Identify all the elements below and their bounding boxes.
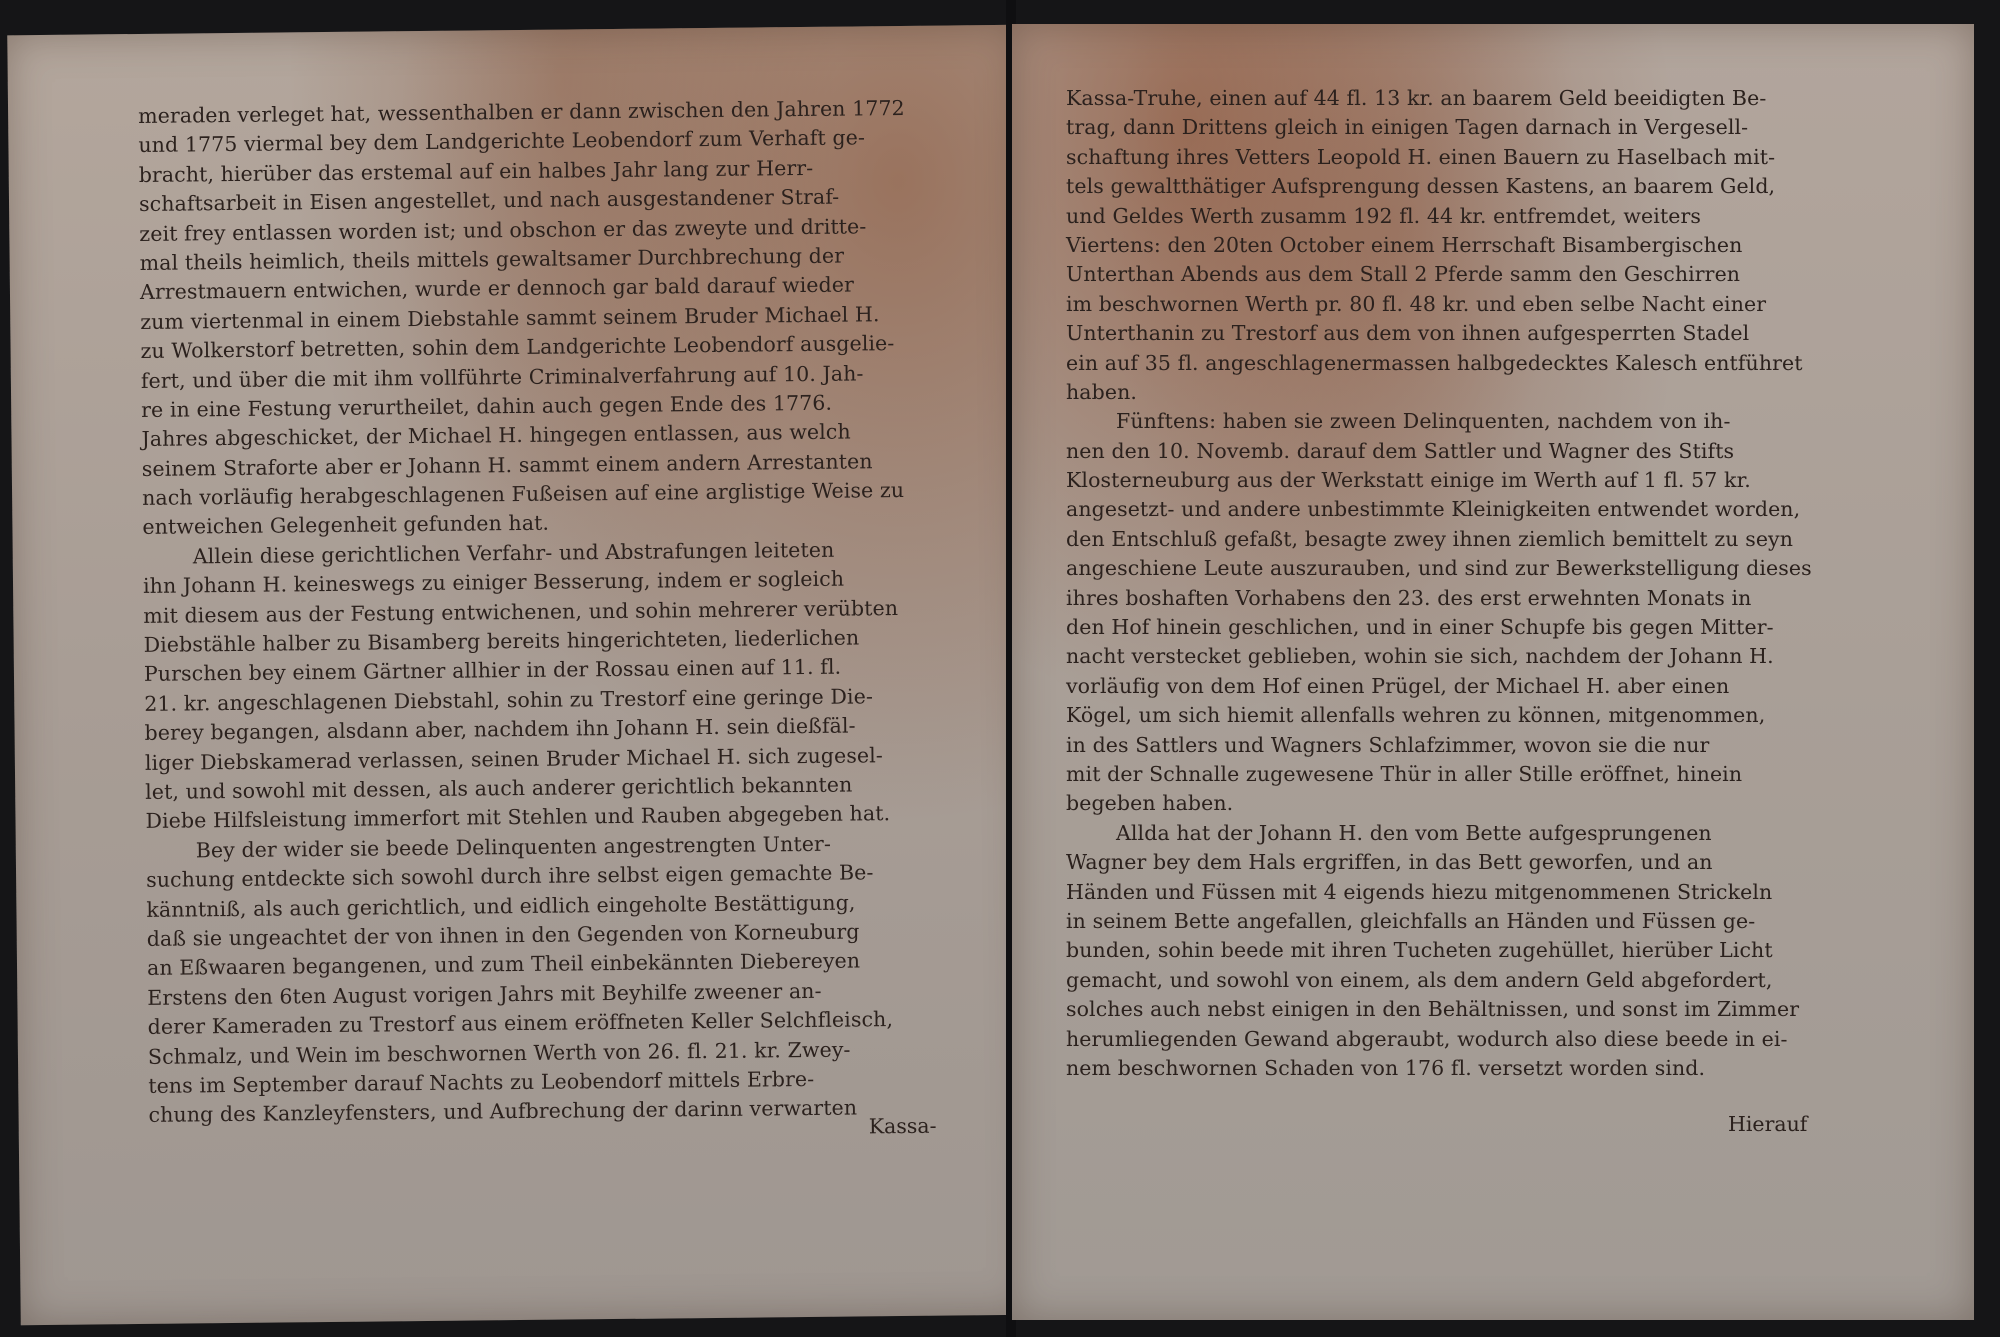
text-line: und 1775 viermal bey dem Landgerichte Leobendorf zum Verhaft ge- [138, 125, 866, 158]
text-line: mit der Schnalle zugewesene Thür in aller Stille eröffnet, hinein [1066, 761, 1743, 786]
left-catchword: Kassa- [868, 1113, 937, 1139]
text-line: seinem Straforte aber er Johann H. sammt einem andern Arrestanten [141, 448, 873, 481]
text-line: 21. kr. angeschlagenen Diebstahl, sohin zu Trestorf eine geringe Die- [144, 684, 874, 716]
text-line: haben. [1066, 379, 1137, 404]
right-page [1012, 24, 1974, 1320]
text-line: ein auf 35 fl. angeschlagenermassen halbgedecktes Kalesch entführet [1066, 350, 1803, 375]
text-line: herumliegenden Gewand abgeraubt, wodurch also diese beede in ei- [1066, 1026, 1788, 1051]
text-line: an Eßwaaren begangenen, und zum Theil einbekännten Diebereyen [146, 948, 861, 981]
text-line: Unterthan Abends aus dem Stall 2 Pferde samm den Geschirren [1066, 262, 1741, 287]
text-line: ihn Johann H. keineswegs zu einiger Besserung, indem er sogleich [142, 566, 845, 599]
text-line: schaftung ihres Vetters Leopold H. einen Bauern zu Haselbach mit- [1066, 144, 1776, 169]
text-line: solches auch nebst einigen in den Behältnissen, und sonst im Zimmer [1066, 997, 1800, 1022]
text-line: zum viertenmal in einem Diebstahle sammt seinem Bruder Michael H. [140, 301, 880, 334]
text-line: nacht verstecket geblieben, wohin sie sich, nachdem der Johann H. [1066, 644, 1774, 669]
text-line: meraden verleget hat, wessenthalben er dann zwischen den Jahren 1772 [137, 95, 905, 128]
text-line: zu Wolkerstorf betretten, sohin dem Landgerichte Leobendorf ausgelie- [140, 331, 895, 364]
text-line: nen den 10. Novemb. darauf dem Sattler und Wagner des Stifts [1066, 438, 1735, 463]
text-line: Unterthanin zu Trestorf aus dem von ihnen aufgesperrten Stadel [1066, 321, 1750, 346]
text-line: vorläufig von dem Hof einen Prügel, der Michael H. aber einen [1066, 673, 1730, 698]
text-line: Kassa-Truhe, einen auf 44 fl. 13 kr. an baarem Geld beeidigten Be- [1066, 86, 1767, 110]
text-line: derer Kameraden zu Trestorf aus einem eröffneten Keller Selchfleisch, [147, 1007, 894, 1040]
text-line: mit diesem aus der Festung entwichenen, und sohin mehrerer verübten [143, 595, 899, 628]
text-line: angeschiene Leute auszurauben, und sind zur Bewerkstelligung dieses [1066, 556, 1812, 581]
text-line: Diebe Hilfsleistung immerfort mit Stehlen und Rauben abgegeben hat. [145, 801, 891, 834]
text-line: Erstens den 6ten August vorigen Jahrs mit Beyhilfe zweener an- [147, 978, 822, 1010]
text-line: Händen und Füssen mit 4 eigends hiezu mitgenommenen Strickeln [1066, 879, 1773, 904]
text-line: trag, dann Drittens gleich in einigen Tagen darnach in Vergesell- [1066, 115, 1749, 140]
text-line: Kögel, um sich hiemit allenfalls wehren zu können, mitgenommen, [1066, 703, 1766, 728]
right-page-text [1066, 84, 1866, 1083]
text-line: Schmalz, und Wein im beschwornen Werth von 26. fl. 21. kr. Zwey- [147, 1037, 851, 1069]
text-line: Allda hat der Johann H. den vom Bette aufgesprungenen [1116, 820, 1712, 845]
left-page [7, 25, 1030, 1326]
text-line: angesetzt- und andere unbestimmte Kleinigkeiten entwendet worden, [1066, 497, 1801, 522]
text-line: ihres boshaften Vorhabens den 23. des erst erwehnten Monats in [1066, 585, 1752, 610]
text-line: bunden, sohin beede mit ihren Tucheten zugehüllet, hierüber Licht [1066, 938, 1773, 963]
text-line: den Hof hinein geschlichen, und in einer Schupfe bis gegen Mitter- [1066, 615, 1774, 640]
text-line: und Geldes Werth zusamm 192 fl. 44 kr. entfremdet, weiters [1066, 203, 1702, 228]
text-line: bracht, hierüber das erstemal auf ein halbes Jahr lang zur Herr- [138, 155, 814, 187]
right-catchword: Hierauf [1728, 1112, 1808, 1136]
left-page-text [138, 93, 979, 1130]
text-line: den Entschluß gefaßt, besagte zwey ihnen ziemlich bemittelt zu seyn [1066, 526, 1794, 551]
text-line: gemacht, und sowohl von einem, als dem andern Geld abgefordert, [1066, 967, 1773, 992]
text-line: Allein diese gerichtlichen Verfahr- und Abstrafungen leiteten [192, 537, 835, 569]
text-line: re in eine Festung verurtheilet, dahin auch gegen Ende des 1776. [141, 390, 833, 422]
text-line: suchung entdeckte sich sowohl durch ihre selbst eigen gemachte Be- [146, 860, 874, 893]
text-line: nem beschwornen Schaden von 176 fl. versetzt worden sind. [1066, 1055, 1706, 1080]
text-line: Diebstähle halber zu Bisamberg bereits hingerichteten, liederlichen [143, 625, 860, 657]
text-line: daß sie ungeachtet der von ihnen in den Gegenden von Korneuburg [146, 919, 860, 951]
text-line: Viertens: den 20ten October einem Herrschaft Bisambergischen [1066, 232, 1743, 257]
text-line: fert, und über die mit ihm vollführte Criminalverfahrung auf 10. Jah- [140, 360, 864, 393]
text-line: Jahres abgeschicket, der Michael H. hingegen entlassen, aus welch [141, 419, 851, 452]
text-line: Arrestmauern entwichen, wurde er dennoch gar bald darauf wieder [139, 272, 855, 305]
text-line: nach vorläufig herabgeschlagenen Fußeisen auf eine arglistige Weise zu [142, 478, 905, 511]
text-line: entweichen Gelegenheit gefunden hat. [142, 511, 550, 540]
text-line: Purschen bey einem Gärtner allhier in der Rossau einen auf 11. fl. [143, 655, 842, 687]
text-line: Klosterneuburg aus der Werkstatt einige im Werth auf 1 fl. 57 kr. [1066, 468, 1751, 493]
text-line: Wagner bey dem Hals ergriffen, in das Bett geworfen, und an [1066, 850, 1713, 875]
text-line: tens im September darauf Nachts zu Leobendorf mittels Erbre- [148, 1066, 815, 1098]
text-line: liger Diebskamerad verlassen, seinen Bruder Michael H. sich zugesel- [144, 742, 883, 775]
text-line: in seinem Bette angefallen, gleichfalls an Händen und Füssen ge- [1066, 908, 1756, 933]
text-line: känntniß, als auch gerichtlich, und eidlich eingeholte Bestättigung, [146, 890, 856, 922]
text-line: begeben haben. [1066, 791, 1234, 816]
text-line: mal theils heimlich, theils mittels gewaltsamer Durchbrechung der [139, 243, 845, 275]
text-line: im beschwornen Werth pr. 80 fl. 48 kr. und eben selbe Nacht einer [1066, 291, 1767, 316]
text-line: tels gewaltthätiger Aufsprengung dessen Kastens, an baarem Geld, [1066, 174, 1776, 199]
text-line: Bey der wider sie beede Delinquenten angestrengten Unter- [195, 831, 832, 863]
text-line: zeit frey entlassen worden ist; und obschon er das zweyte und dritte- [139, 213, 867, 246]
text-line: Fünftens: haben sie zween Delinquenten, nachdem von ih- [1116, 409, 1731, 434]
text-line: in des Sattlers und Wagners Schlafzimmer, wovon sie die nur [1066, 732, 1710, 757]
text-line: berey begangen, alsdann aber, nachdem ihn Johann H. sein dießfäl- [144, 713, 856, 746]
text-line: schaftsarbeit in Eisen angestellet, und nach ausgestandener Straf- [138, 184, 840, 217]
text-line: chung des Kanzleyfensters, und Aufbrechung der darinn verwarten [148, 1095, 858, 1128]
text-line: let, und sowohl mit dessen, als auch anderer gerichtlich bekannten [145, 772, 853, 804]
